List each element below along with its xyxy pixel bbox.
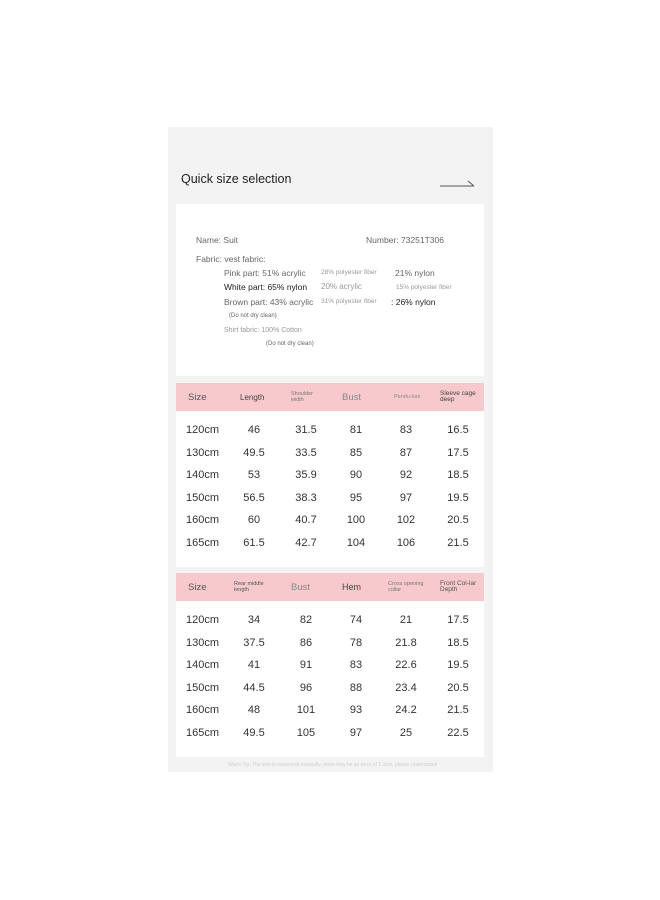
value-cell: 49.5	[243, 727, 265, 739]
value-cell: 19.5	[447, 659, 469, 672]
table-row	[176, 487, 484, 509]
warm-tip-note: Warm Tip: The size is measured manually, there may be an error of 1-3cm, please understand!	[228, 762, 438, 768]
value-cell: 100	[346, 514, 366, 527]
shirt-fabric: Shirt fabric: 100% Cotton	[224, 327, 302, 334]
size-cell: 160cm	[186, 704, 220, 717]
table-row	[176, 632, 484, 654]
table-row	[176, 722, 484, 744]
table-row	[176, 419, 484, 441]
size-table-shirt	[176, 573, 484, 757]
long-right-arrow-icon[interactable]	[440, 176, 476, 188]
value-cell: 102	[396, 514, 416, 527]
value-cell: 31.5	[295, 424, 317, 436]
value-cell: 41	[247, 659, 261, 672]
page-title: Quick size selection	[181, 172, 292, 186]
product-number: Number: 73251T306	[366, 235, 444, 245]
value-cell: 78	[349, 636, 363, 649]
value-cell: 21.5	[447, 704, 469, 717]
value-cell: 101	[296, 704, 316, 717]
value-cell: 95	[349, 491, 363, 504]
value-cell: 93	[349, 704, 363, 717]
value-cell: 21	[399, 614, 413, 626]
value-cell: 61.5	[243, 537, 265, 549]
value-cell: 42.7	[295, 537, 317, 549]
table-row	[176, 654, 484, 676]
header-rear-middle-length: Rear middle length	[234, 581, 264, 593]
value-cell: 22.6	[395, 659, 417, 672]
header-sleeve-cage-deep: Sleeve cage deep	[440, 389, 476, 403]
value-cell: 96	[299, 681, 313, 694]
fabric-pink-mid: 28% polyester fiber	[321, 269, 377, 276]
fabric-pink-part: Pink part: 51% acrylic	[224, 268, 306, 278]
table-row	[176, 509, 484, 531]
fabric-brown-mid: 31% polyester fiber	[321, 298, 377, 305]
header-pendulum: Pendu-lum	[394, 394, 421, 400]
product-info-card	[176, 204, 484, 376]
fabric-white-end: 15% polyester fiber	[396, 284, 452, 291]
fabric-label: Fabric: vest fabric:	[196, 254, 266, 264]
value-cell: 20.5	[447, 514, 469, 527]
shirt-care-note: (Do not dry clean)	[266, 341, 314, 347]
value-cell: 60	[247, 514, 261, 527]
value-cell: 40.7	[295, 514, 317, 527]
value-cell: 105	[296, 727, 316, 739]
value-cell: 91	[299, 659, 313, 672]
fabric-white-mid: 20% acrylic	[321, 282, 362, 291]
value-cell: 18.5	[447, 636, 469, 649]
value-cell: 53	[247, 469, 261, 482]
header-bust: Bust	[291, 581, 311, 593]
value-cell: 97	[349, 727, 363, 739]
table-row	[176, 677, 484, 699]
value-cell: 21.5	[447, 537, 469, 549]
value-cell: 83	[399, 424, 413, 436]
value-cell: 56.5	[243, 491, 265, 504]
value-cell: 44.5	[243, 681, 265, 694]
size-cell: 150cm	[186, 491, 220, 504]
value-cell: 83	[349, 659, 363, 672]
table-row	[176, 442, 484, 464]
value-cell: 86	[299, 636, 313, 649]
value-cell: 17.5	[447, 614, 469, 626]
size-cell: 165cm	[186, 537, 220, 549]
value-cell: 37.5	[243, 636, 265, 649]
size-cell: 165cm	[186, 727, 220, 739]
value-cell: 48	[247, 704, 261, 717]
value-cell: 49.5	[243, 446, 265, 459]
header-cross-opening-collar: Cross opening collar	[388, 581, 424, 593]
size-panel	[168, 127, 493, 772]
table-row	[176, 609, 484, 631]
size-cell: 160cm	[186, 514, 220, 527]
value-cell: 25	[399, 727, 413, 739]
size-cell: 120cm	[186, 614, 220, 626]
value-cell: 81	[349, 424, 363, 436]
value-cell: 18.5	[447, 469, 469, 482]
value-cell: 21.8	[395, 636, 417, 649]
header-bust: Bust	[342, 391, 362, 403]
value-cell: 90	[349, 469, 363, 482]
fabric-brown-part: Brown part: 43% acrylic	[224, 297, 314, 307]
value-cell: 85	[349, 446, 363, 459]
value-cell: 104	[346, 537, 366, 549]
value-cell: 22.5	[447, 727, 469, 739]
value-cell: 97	[399, 491, 413, 504]
value-cell: 20.5	[447, 681, 469, 694]
table-row	[176, 464, 484, 486]
size-cell: 150cm	[186, 681, 220, 694]
header-length: Length	[240, 392, 265, 402]
size-cell: 130cm	[186, 636, 220, 649]
size-cell: 140cm	[186, 469, 220, 482]
size-cell: 140cm	[186, 659, 220, 672]
value-cell: 74	[349, 614, 363, 626]
value-cell: 24.2	[395, 704, 417, 717]
value-cell: 34	[247, 614, 261, 626]
value-cell: 92	[399, 469, 413, 482]
fabric-pink-end: 21% nylon	[395, 268, 435, 278]
header-size: Size	[188, 581, 207, 593]
table-row	[176, 532, 484, 554]
header-front-collar-depth: Front Col-lar Depth	[440, 579, 477, 593]
value-cell: 23.4	[395, 681, 417, 694]
value-cell: 17.5	[447, 446, 469, 459]
size-cell: 120cm	[186, 424, 220, 436]
product-name: Name: Suit	[196, 235, 239, 245]
value-cell: 19.5	[447, 491, 469, 504]
table-header	[176, 573, 484, 601]
header-size: Size	[188, 391, 207, 403]
value-cell: 38.3	[295, 491, 317, 504]
fabric-brown-end: : 26% nylon	[391, 297, 436, 307]
size-table-vest	[176, 383, 484, 567]
header-shoulder-width: Shoulder width	[291, 391, 314, 403]
size-cell: 130cm	[186, 446, 220, 459]
value-cell: 82	[299, 614, 313, 626]
value-cell: 87	[399, 446, 413, 459]
vest-care-note: (Do not dry clean)	[229, 313, 277, 319]
value-cell: 35.9	[295, 469, 317, 482]
table-header	[176, 383, 484, 411]
value-cell: 46	[247, 424, 261, 436]
value-cell: 33.5	[295, 446, 317, 459]
header-hem: Hem	[342, 582, 362, 592]
table-row	[176, 699, 484, 721]
fabric-white-part: White part: 65% nylon	[224, 282, 308, 292]
value-cell: 88	[349, 681, 363, 694]
value-cell: 16.5	[447, 424, 469, 436]
value-cell: 106	[396, 537, 416, 549]
